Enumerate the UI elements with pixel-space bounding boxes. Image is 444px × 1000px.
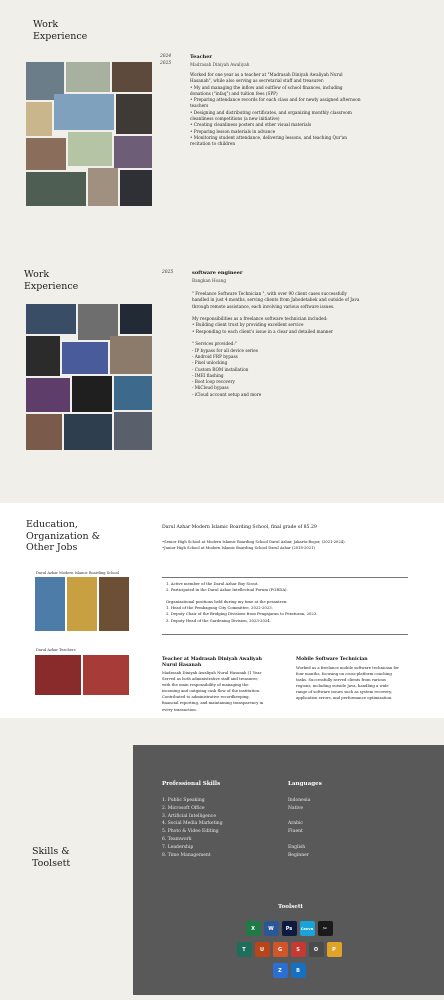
language-item: Native bbox=[288, 805, 304, 811]
work2-line: " Services provided:" bbox=[192, 341, 237, 347]
work2-line: - MiCloud bypass bbox=[192, 385, 229, 391]
professional-skill-item: 2. Microsoft Office bbox=[162, 805, 205, 811]
organization-line: Organizational positions held during my time at the pesantren: bbox=[166, 599, 288, 605]
work-title-line2: Experience bbox=[33, 30, 88, 42]
work2-line: " Freelance Software Technician ", with over 90 client cases successfully bbox=[192, 291, 347, 296]
professional-skill-item: 6. Teamwork bbox=[162, 836, 192, 842]
teacher-job-line: every transaction. bbox=[162, 706, 197, 712]
work2-line: My responsibilities as a freelance software technician included: bbox=[192, 316, 328, 322]
work1-line: Hasanah", while also serving as secretarial staff and treasurer: bbox=[190, 78, 325, 84]
teacher-job-line: Contributed to administrative recordkeeping, bbox=[162, 694, 250, 700]
tool-7-icon: U bbox=[255, 942, 270, 957]
work1-role: Teacher bbox=[190, 54, 213, 60]
work1-org: Madrasah Diniyah Awaliyah bbox=[190, 62, 250, 67]
tool-6-icon: T bbox=[237, 942, 252, 957]
technician-photo-collage bbox=[26, 304, 152, 450]
language-item: Arabic bbox=[288, 821, 303, 827]
tool-11-icon: P bbox=[327, 942, 342, 957]
professional-skills-title: Professional Skills bbox=[162, 781, 221, 787]
excel-icon: X bbox=[246, 921, 261, 936]
work1-line: donations ("infaq") and tuition fees (SPP) bbox=[190, 90, 278, 96]
work2-line: - iCloud account setup and more bbox=[192, 391, 262, 397]
languages-list bbox=[288, 797, 310, 859]
work2-line: • Responding to each client's issue in a clear and detailed manner bbox=[192, 328, 333, 334]
work1-description bbox=[190, 72, 361, 148]
organization-line: 1. Head of the Pembagung City Committee, 2022-2023. bbox=[166, 605, 273, 611]
education-title-line2: Organization & bbox=[26, 530, 101, 542]
organization-line: 2. Participated in the Darul Azhar Intellectual Forum (FORDA). bbox=[166, 587, 288, 593]
education-title-line3: Other Jobs bbox=[26, 542, 78, 553]
mobile-job-line: tasks. Successfully served clients from various bbox=[296, 677, 386, 683]
professional-skill-item: 5. Photo & Video Editing bbox=[162, 829, 219, 835]
teacher-title-line1: Teacher at Madrasah Diniyah Awaliyah bbox=[162, 657, 262, 662]
work1-year-start: 2024 bbox=[160, 54, 172, 59]
photoshop-icon: Ps bbox=[282, 921, 297, 936]
school-photo-caption: Darul Azhar Modern Islamic Boarding School bbox=[36, 571, 120, 575]
work2-org: Bangkan Hoang bbox=[192, 278, 227, 283]
language-item: English bbox=[288, 844, 306, 850]
canva-icon: Canva bbox=[300, 921, 315, 936]
work-title-line1: Work bbox=[33, 19, 59, 30]
mobile-job-line: regions, including outside Java, handling a wide bbox=[296, 683, 389, 689]
education-headline: Darul Azhar Modern Islamic Boarding School, final grade of 85.29 bbox=[162, 525, 317, 530]
work2-line: - IMEI flashing bbox=[192, 372, 224, 378]
teacher-photo-caption: Darul Azhar Teachers bbox=[36, 648, 76, 652]
work2-line: handled in just 4 months, serving clients from Jabodetabek and outside of Java bbox=[192, 297, 360, 303]
word-icon: W bbox=[264, 921, 279, 936]
language-item: Fluent bbox=[288, 829, 303, 835]
work2-year: 2025 bbox=[162, 270, 174, 275]
tool-10-icon: O bbox=[309, 942, 324, 957]
mobile-job-line: application errors, and performance optimization. bbox=[296, 695, 393, 701]
organization-details bbox=[166, 581, 317, 624]
teacher-job-line: with the main responsibility of managing the bbox=[162, 682, 249, 688]
teacher-job-line: Served as both administrative staff and treasurer, bbox=[162, 676, 258, 682]
work2-line: through remote assistance, each involving various software issues. bbox=[192, 303, 335, 309]
professional-skill-item: 8. Time Management bbox=[162, 852, 211, 858]
skills-title-line1: Skills & bbox=[32, 846, 70, 857]
skills-title bbox=[32, 846, 70, 869]
other-job-teacher-description bbox=[162, 670, 263, 713]
language-item bbox=[288, 836, 310, 844]
work1-line: • Preparing lesson materials in advance bbox=[190, 128, 276, 134]
teacher-title-line2: Nurul Hasanah bbox=[162, 663, 202, 668]
other-job-mobile-description bbox=[296, 665, 399, 702]
work1-line: • My and managing the inflow and outflow of school finances, including bbox=[190, 84, 343, 90]
other-job-mobile-title: Mobile Software Technician bbox=[296, 657, 368, 662]
language-item: Indonesia bbox=[288, 798, 311, 803]
other-job-teacher-title bbox=[162, 657, 262, 669]
teacher-job-line: Madrasah Diniyah Awaliyah Nurul Hasanah (1 Year bbox=[162, 670, 262, 675]
tool-13-icon: B bbox=[291, 963, 306, 978]
work2-line: - Custom ROM installation bbox=[192, 366, 249, 372]
mobile-job-line: range of software issues such as system recovery, bbox=[296, 689, 392, 695]
language-item: Beginner bbox=[288, 852, 309, 858]
work2-line: - IP bypass for all device series bbox=[192, 347, 258, 353]
professional-skill-item: 1. Public Speaking bbox=[162, 798, 205, 803]
school-photo-collage bbox=[35, 577, 129, 631]
work2-line: - Pixel unlocking bbox=[192, 360, 228, 366]
professional-skill-item: 7. Leadership bbox=[162, 844, 194, 850]
organization-line: 2. Deputy Chair of the Bridging Divisions from Pengajaran to Peraturan, 2023. bbox=[166, 611, 318, 617]
work2-title-line2: Experience bbox=[24, 280, 79, 292]
work2-description bbox=[192, 291, 359, 398]
work-experience-title-2 bbox=[24, 269, 78, 292]
work1-year-end: 2025 bbox=[160, 60, 172, 66]
work1-line: cleanliness competitions (a new initiative) bbox=[190, 116, 280, 122]
work1-line: recitation to children bbox=[190, 141, 236, 147]
work1-line: Worked for one year as a teacher at "Madrasah Diniyah Awaliyah Nurul bbox=[190, 72, 343, 77]
teacher-job-line: incoming and outgoing cash flow of the institution. bbox=[162, 688, 261, 694]
professional-skills-list bbox=[162, 797, 223, 859]
tool-9-icon: S bbox=[291, 942, 306, 957]
education-title-line1: Education, bbox=[26, 519, 78, 530]
mobile-job-line: Worked as a freelance mobile software technician for bbox=[296, 665, 399, 670]
work1-line: • Creating cleanliness posters and other visual materials bbox=[190, 122, 312, 128]
tool-12-icon: Z bbox=[273, 963, 288, 978]
teacher-job-line: financial reporting, and maintaining transparency in bbox=[162, 700, 264, 706]
work1-line: teachers bbox=[190, 103, 209, 109]
toolset-title: Toolsett bbox=[278, 904, 303, 910]
education-details bbox=[162, 539, 346, 552]
work-experience-title bbox=[33, 19, 87, 42]
work1-line: • Preparing attendance records for each class and for newly assigned afternoon bbox=[190, 97, 361, 103]
work2-role: software engineer bbox=[192, 270, 243, 276]
work2-line: - Boot loop recovery bbox=[192, 379, 235, 385]
professional-skill-item: 4. Social Media Marketing bbox=[162, 821, 223, 827]
education-title bbox=[26, 519, 100, 554]
language-item bbox=[288, 813, 310, 821]
organization-line: 3. Deputy Head of the Gardening Division, 2023-2024. bbox=[166, 617, 271, 623]
capcut-icon: ✂ bbox=[318, 921, 333, 936]
education-line: •Senior High School at Modern Islamic Boarding School Darul Azhar, Jakarta-Bogor, (2021-2024). bbox=[162, 540, 346, 544]
teacher-photo-collage bbox=[26, 62, 152, 206]
education-line: •Junior High School at Modern Islamic Boarding School Darul Azhar (2018-2021) bbox=[162, 546, 315, 551]
professional-skill-item: 3. Artificial Intelligence bbox=[162, 813, 216, 819]
work2-line: • Building client trust by providing excellent service bbox=[192, 322, 304, 328]
mobile-job-line: four months, focusing on cross-platform coaching bbox=[296, 671, 392, 677]
organization-line: 1. Active member of the Darul Azhar Boy Scout. bbox=[166, 581, 259, 586]
org-bottom-divider bbox=[162, 634, 408, 635]
work1-line: • Monitoring student attendance, delivering lessons, and teaching Qur'an bbox=[190, 134, 347, 140]
teachers-photo-collage bbox=[35, 655, 129, 695]
work2-line: - Android FRP bypass bbox=[192, 353, 238, 359]
work1-line: • Designing and distributing certificates, and organizing monthly classroom bbox=[190, 109, 352, 115]
tool-8-icon: G bbox=[273, 942, 288, 957]
work2-title-line1: Work bbox=[24, 269, 50, 280]
org-top-divider bbox=[162, 577, 408, 578]
skills-title-line2: Toolsett bbox=[32, 857, 71, 869]
languages-title: Languages bbox=[288, 781, 322, 787]
work1-years bbox=[160, 54, 171, 67]
